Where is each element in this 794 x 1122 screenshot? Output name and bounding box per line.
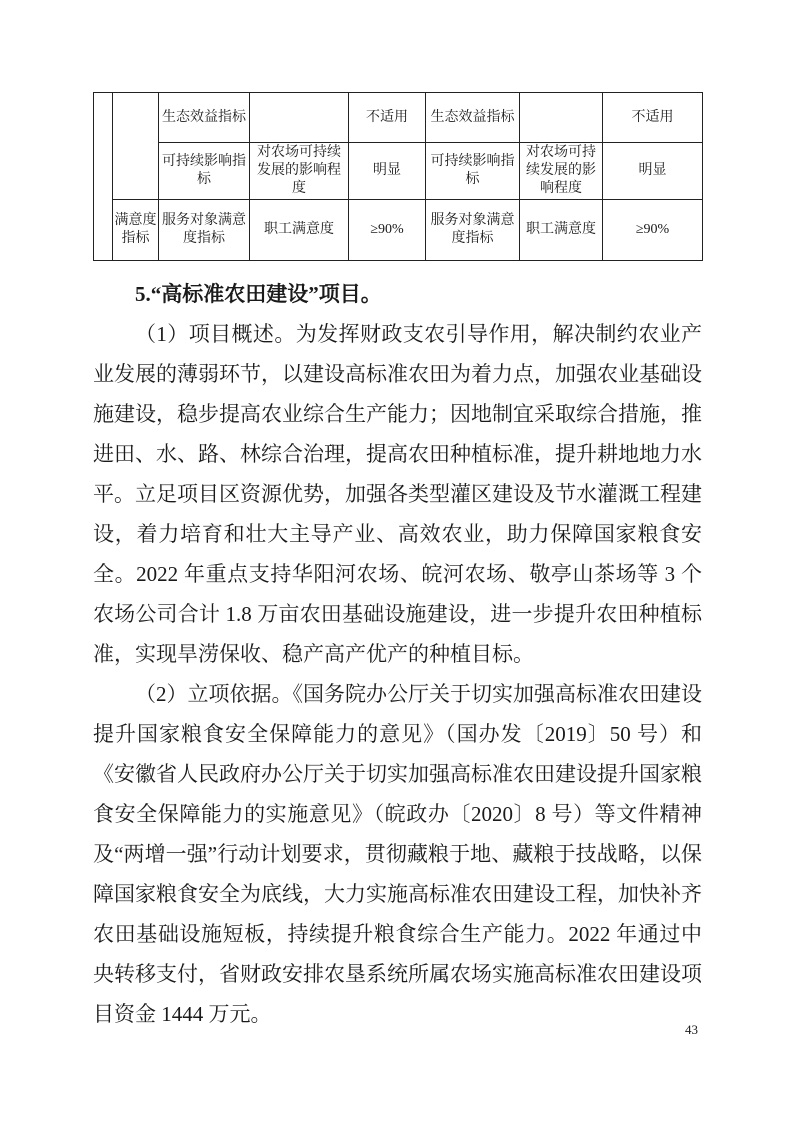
document-content (93, 92, 702, 1034)
table-cell: ≥90% (349, 200, 426, 261)
table-cell: 生态效益指标 (426, 93, 520, 143)
table-cell (520, 93, 603, 143)
table-cell: ≥90% (603, 200, 703, 261)
table-cell: 明显 (603, 143, 703, 200)
table-cell: 服务对象满意度指标 (426, 200, 520, 261)
table-cell: 服务对象满意度指标 (159, 200, 250, 261)
table-cell: 职工满意度 (250, 200, 349, 261)
performance-indicator-table (93, 92, 703, 261)
table-cell-satisfaction-group: 满意度指标 (113, 200, 159, 261)
table-cell: 可持续影响指标 (159, 143, 250, 200)
paragraph-project-overview: （1）项目概述。为发挥财政支农引导作用，解决制约农业产业发展的薄弱环节，以建设高标准农田为着力点，加强农业基础设施建设，稳步提高农业综合生产能力；因地制宜采取综合措施，推进田、水、路、林综合治理，提高农田种植标准，提升耕地地力水平。立足项目区资源优势，加强各类型灌区建设及节水灌溉工程建设，着力培育和壮大主导产业、高效农业，助力保障国家粮食安全。2022 年重点支持华阳河农场、皖河农场、敬亭山茶场等 3 个农场公司合计 1.8 万亩农田基础设施建设，进一步提升农田种植标准，实现旱涝保收、稳产高产优产的种植目标。 (93, 322, 702, 666)
table-cell: 不适用 (603, 93, 703, 143)
paragraph-project-basis: （2）立项依据。《国务院办公厅关于切实加强高标准农田建设提升国家粮食安全保障能力的意见》（国办发〔2019〕50 号）和《安徽省人民政府办公厅关于切实加强高标准农田建设提升国家粮食安全保障能力的实施意见》（皖政办〔2020〕8 号）等文件精神及“两增一强”行动计划要求，贯彻藏粮于地、藏粮于技战略，以保障国家粮食安全为底线，大力实施高标准农田建设工程，加快补齐农田基础设施短板，持续提升粮食综合生产能力。2022 年通过中央转移支付，省财政安排农垦系统所属农场实施高标准农田建设项目资金 1444 万元。 (93, 682, 702, 1026)
table-cell-group-merged (113, 93, 159, 200)
table-cell: 明显 (349, 143, 426, 200)
table-cell-category-merged (94, 93, 113, 261)
table-cell: 不适用 (349, 93, 426, 143)
table-row (94, 93, 703, 143)
table-cell: 生态效益指标 (159, 93, 250, 143)
section-heading: 5.“高标准农田建设”项目。 (135, 282, 382, 306)
table-cell: 对农场可持续发展的影响程度 (250, 143, 349, 200)
table-cell (250, 93, 349, 143)
table-row (94, 200, 703, 261)
table-cell: 职工满意度 (520, 200, 603, 261)
page-number: 43 (685, 1022, 698, 1037)
table-cell: 可持续影响指标 (426, 143, 520, 200)
table-row (94, 143, 703, 200)
table-cell: 对农场可持续发展的影响程度 (520, 143, 603, 200)
